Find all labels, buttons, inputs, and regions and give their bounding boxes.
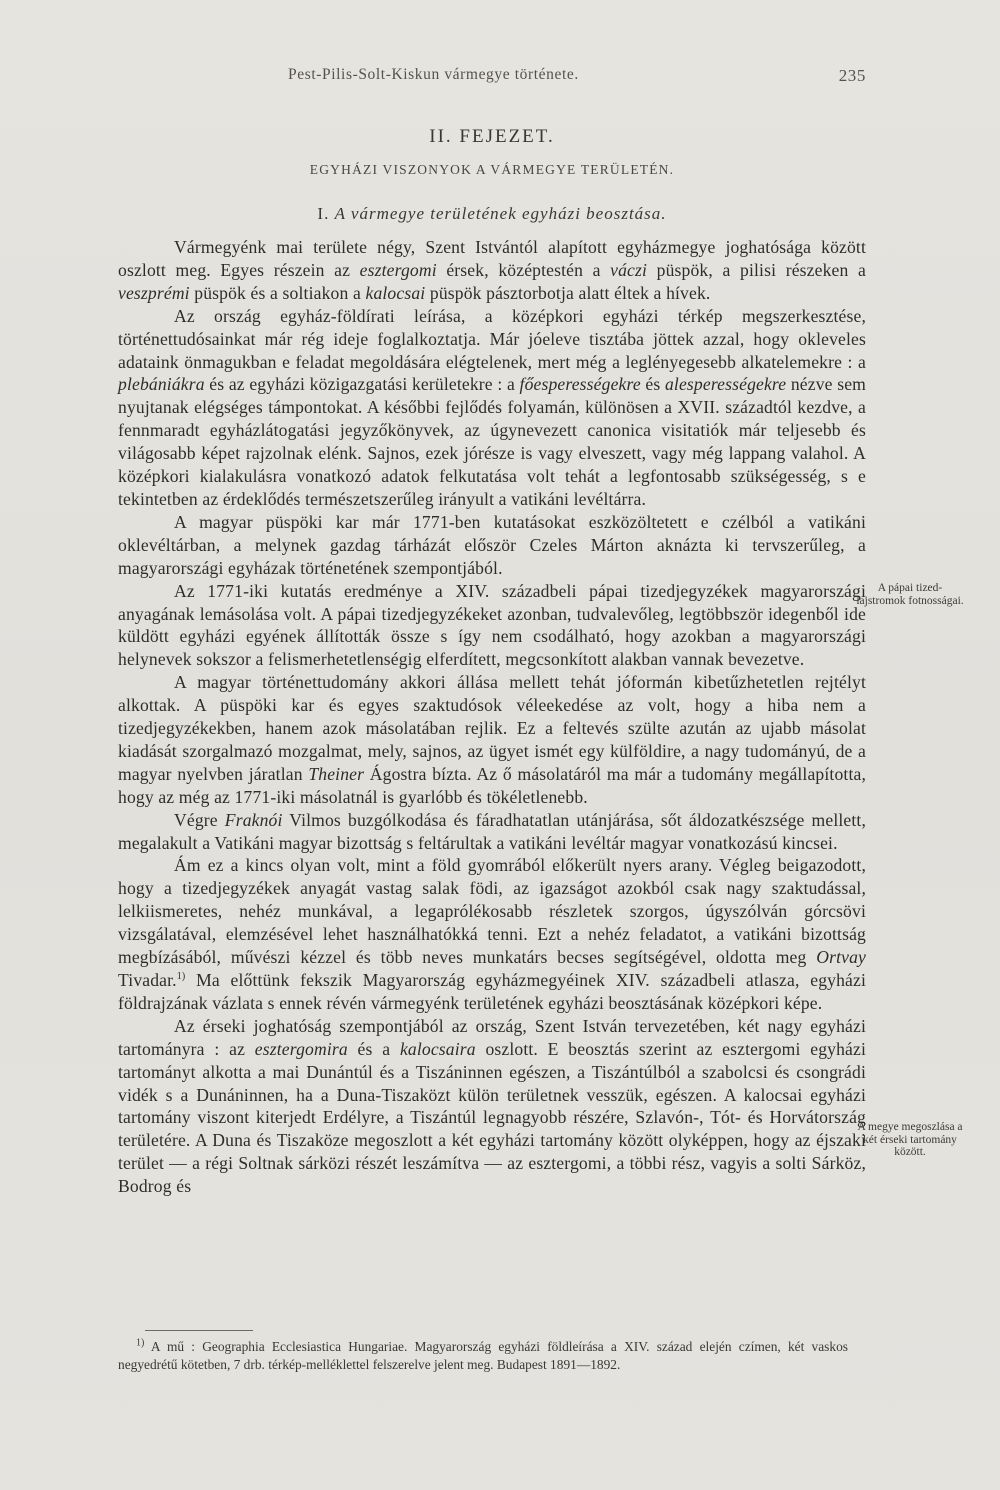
chapter-number: II. FEJEZET.: [429, 126, 555, 147]
footnote-marker: 1): [136, 1337, 145, 1349]
text-run: Végre: [174, 809, 225, 830]
chapter-title: EGYHÁZI VISZONYOK A VÁRMEGYE TERÜLETÉN.: [309, 162, 675, 177]
text-run: Az érseki joghatóság szempontjából az ország, Szent István tervezetében, két nagy egyházi tartományra : az: [118, 1015, 866, 1059]
text-run: püspök pásztorbotja alatt éltek a hívek.: [425, 282, 711, 303]
italic-term: Theiner: [308, 763, 365, 784]
footnote-divider: [145, 1330, 253, 1331]
text-run: püspök és a soltiakon a: [189, 282, 366, 303]
paragraph-3: A magyar püspöki kar már 1771-ben kutatásokat eszközöltetett e czélból a vatikáni oklevéltárban, a melynek gazdag tárházát először Czeles Márton aknázta ki tervszerűleg, a magyarországi egyházak történetének szempontjából.: [118, 511, 866, 578]
margin-note-papal-tithes: A pápai tized-lajstromok fotnosságai.: [856, 582, 964, 607]
paragraph-7: [118, 854, 866, 1014]
footnote-text: A mű : Geographia Ecclesiastica Hungariae. Magyarország egyházi földleírása a XIV. század elején czímen, két vaskos negyedrétű kötetben, 7 drb. térkép-melléklettel felszerelve jelent meg. Budapest 1891—1892.: [118, 1339, 848, 1372]
italic-term: Ortvay: [816, 947, 866, 968]
paragraph-1: [118, 236, 866, 305]
footnote: [118, 1338, 848, 1373]
text-run: és: [640, 374, 665, 395]
italic-term: plebániákra: [118, 374, 205, 395]
italic-term: váczi: [610, 259, 648, 280]
paragraph-8: [118, 1015, 866, 1198]
footnote-ref[interactable]: 1): [176, 971, 186, 983]
italic-term: kalocsai: [365, 282, 426, 303]
italic-term: esztergomira: [254, 1038, 348, 1059]
section-heading: [118, 204, 866, 224]
text-run: Vármegyénk mai területe négy, Szent Istvántól alapított egyházmegye joghatósága között oszlott meg. Egyes részein az: [118, 237, 866, 280]
text-run: A magyar történettudomány akkori állása mellett tehát jóformán kibetűzhetetlen rejtélyt alkottak. A püspöki kar és egyes szaktudósok véleekedése az volt, hogy a hiba nem a tizedjegyzékekben, hanem azok másolatában rejlik. Ez a feltevés szülte azután az ujabb másolat kiadását szorgalmazó mozgalmat, mely, sajnos, az ügyet ismét egy külföldire, a nagy tudományú, de a magyar nyelvben járatlan: [118, 672, 866, 784]
text-run: és a: [347, 1038, 400, 1059]
body-text: [118, 236, 866, 1198]
italic-term: alesperességekre: [664, 374, 787, 395]
italic-term: kalocsaira: [399, 1038, 476, 1059]
paragraph-4: Az 1771-iki kutatás eredménye a XIV. századbeli pápai tizedjegyzékek magyarországi anyagának lemásolása volt. A pápai tizedjegyzékeket azonban, tudvalevőleg, legtöbbször idegenből ide küldött egyházi egyének állították össze s így nem csodálható, hogy azokban a magyarországi helynevek sokszor a felismerhetetlenségig elferdített, megcsonkított alakban vannak bevezetve.: [118, 580, 866, 670]
text-run: Tivadar.: [118, 970, 177, 990]
italic-term: esztergomi: [359, 259, 437, 280]
section-number: I.: [317, 204, 330, 223]
italic-term: főesperességekre: [519, 374, 641, 395]
italic-term: veszprémi: [118, 282, 190, 303]
paragraph-6: [118, 809, 866, 855]
text-run: nézve sem nyujtanak elégséges támpontokat. A későbbi fejlődés folyamán, különösen a XVII. századtól kezdve, a fennmaradt egyházlátogatási jegyzőkönyvek, az úgynevezett canonica visitatiók már teljesebb és világosabb képet rajzolnak elénk. Sajnos, ezek jórésze is vagy elveszett, vagy még lappang valahol. A középkori kialakulásra vonatkozó adatok felkutatása volt tehát a legfontosabb szükségesség, s e tekintetben az érdeklődés természetszerűleg irányult a vatikáni levéltárra.: [118, 374, 866, 509]
running-title: Pest-Pilis-Solt-Kiskun vármegye története.: [288, 66, 579, 83]
italic-term: Fraknói: [224, 809, 283, 830]
text-run: és az egyházi közigazgatási kerületekre : a: [204, 374, 520, 395]
text-run: oszlott. E beosztás szerint az esztergomi egyházi tartományt alkotta a mai Dunántúl és a Tiszáninnen egészen, a Tiszántúlból a szabolcsi és csongrádi vidék s a Dunáninnen, ha a Duna-Tiszaközt külön területnek vesszük, egészen. A kalocsai egyházi tartomány viszont kiterjedt Erdélyre, a Tiszántúl legnagyobb részére, Szlavón-, Tót- és Horvátország területére. A Duna és Tiszaköze megoszlott a két egyházi tartomány között olyképpen, hogy az éjszaki terület — a régi Soltnak sárközi részét leszámítva — az esztergomi, a többi rész, vagyis a solti Sárköz, Bodrog és: [118, 1038, 867, 1197]
page-number: 235: [838, 66, 866, 85]
text-run: Ma előttünk fekszik Magyarország egyházmegyéinek XIV. századbeli atlasza, egyházi földrajzának vázlata s ennek révén vármegyénk területének egyházi beosztásának középkori képe.: [118, 970, 866, 1013]
section-title: A vármegye területének egyházi beosztása.: [334, 204, 667, 223]
margin-note-county-division: A megye megoszlása a két érseki tartomány között.: [857, 1121, 963, 1158]
text-run: Ám ez a kincs olyan volt, mint a föld gyomrából előkerült nyers arany. Végleg beigazodott, hogy a tizedjegyzékek anyagát vastag salak födi, az igazságot azokból csak nagy szaktudással, lelkiismeretes, nehéz munkával, a legaprólékosabb részletek szorgos, úgyszólván górcsövi vizsgálatával, elemzésével lehet használhatókká tenni. Ezt a nehéz feladatot, a vatikáni bizottság megbízásából, művészi kézzel és több neves munkatárs becses segítségével, oldotta meg: [118, 855, 866, 968]
text-run: Az ország egyház-földírati leírása, a középkori egyházi térkép megszerkesztése, történettudósainkat már rég ideje foglalkoztatja. Már jóeleve tisztába jöttek azzal, hogy okleveles adataink önmagukban e feladat megoldására elégtelenek, mert még a leglényegesebb alkatelemekre : a: [118, 305, 866, 372]
paragraph-5: [118, 671, 866, 808]
paragraph-2: [118, 305, 866, 511]
text-run: Vilmos buzgólkodása és fáradhatatlan utánjárása, sőt áldozatkészsége mellett, megalakult a Vatikáni magyar bizottság s feltárultak a vatikáni levéltár magyar vonatkozású kincsei.: [118, 809, 866, 853]
text-run: Ágostra bízta. Az ő másolatáról ma már a tudomány megállapította, hogy az még az 1771-iki másolatnál is gyarlóbb és tökéletlenebb.: [118, 763, 866, 807]
text-run: érsek, középtestén a: [436, 259, 611, 280]
text-run: püspök, a pilisi részeken a: [647, 259, 866, 280]
